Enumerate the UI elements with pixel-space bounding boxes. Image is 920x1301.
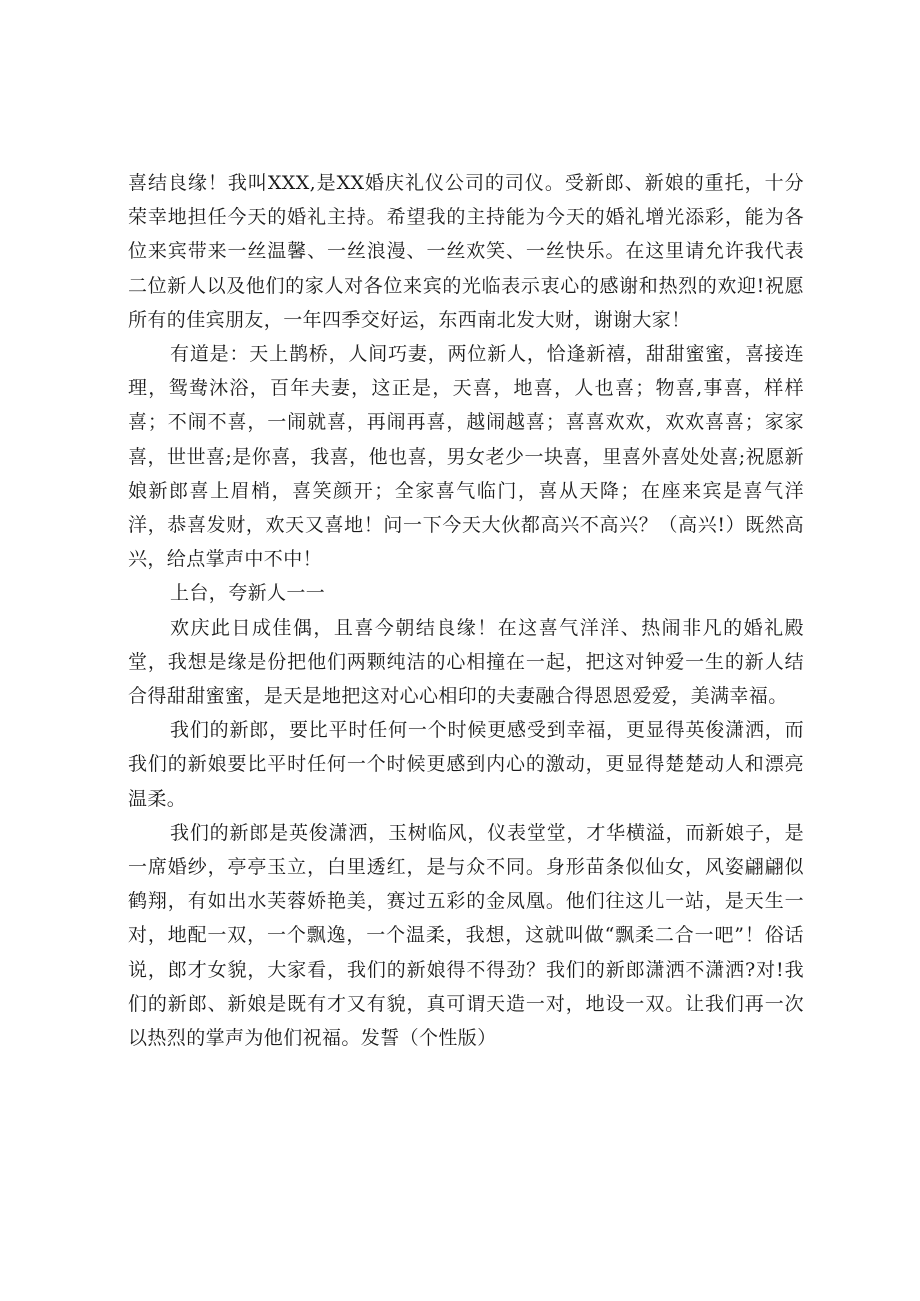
paragraph-5: 我们的新郎，要比平时任何一个时候更感受到幸福，更显得英俊潇洒，而我们的新娘要比平时任何一个时候更感到内心的激动，更显得楚楚动人和漂亮温柔。 bbox=[128, 719, 804, 810]
document-body bbox=[128, 166, 804, 1055]
paragraph-6: 我们的新郎是英俊潇洒，玉树临风，仪表堂堂，才华横溢，而新娘子，是一席婚纱，亭亭玉立，白里透红，是与众不同。身形苗条似仙女，风姿翩翩似鹤翔，有如出水芙蓉娇艳美，赛过五彩的金凤凰。他们往这儿一站，是天生一对，地配一双，一个飘逸，一个温柔，我想，这就叫做“飘柔二合一吧”！俗话说，郎才女貌，大家看，我们的新娘得不得劲？我们的新郎潇洒不潇洒?对!我们的新郎、新娘是既有才又有貌，真可谓天造一对，地设一双。让我们再一次以热烈的掌声为他们祝福。发誓（个性版） bbox=[128, 821, 804, 1050]
paragraph-4: 欢庆此日成佳偶，且喜今朝结良缘！在这喜气洋洋、热闹非凡的婚礼殿堂，我想是缘是份把他们两颗纯洁的心相撞在一起，把这对钟爱一生的新人结合得甜甜蜜蜜，是天是地把这对心心相印的夫妻融合得恩恩爱爱，美满幸福。 bbox=[128, 616, 804, 708]
paragraph-1: 喜结良缘！我叫XXX,是XX婚庆礼仪公司的司仪。受新郎、新娘的重托，十分荣幸地担任今天的婚礼主持。希望我的主持能为今天的婚礼增光添彩，能为各位来宾带来一丝温馨、一丝浪漫、一丝欢笑、一丝快乐。在这里请允许我代表二位新人以及他们的家人对各位来宾的光临表示衷心的感谢和热烈的欢迎!祝愿所有的佳宾朋友，一年四季交好运，东西南北发大财，谢谢大家！ bbox=[128, 172, 804, 331]
paragraph-3: 上台，夸新人一一 bbox=[170, 582, 326, 605]
paragraph-2: 有道是：天上鹊桥，人间巧妻，两位新人，恰逢新禧，甜甜蜜蜜，喜接连理，鸳鸯沐浴，百年夫妻，这正是，天喜，地喜，人也喜；物喜,事喜，样样喜；不闹不喜，一闹就喜，再闹再喜，越闹越喜；喜喜欢欢，欢欢喜喜；家家喜，世世喜;是你喜，我喜，他也喜，男女老少一块喜，里喜外喜处处喜;祝愿新娘新郎喜上眉梢，喜笑颜开；全家喜气临门，喜从天降；在座来宾是喜气洋洋，恭喜发财，欢天又喜地！问一下今天大伙都高兴不高兴？（高兴!）既然高兴，给点掌声中不中！ bbox=[128, 343, 804, 571]
